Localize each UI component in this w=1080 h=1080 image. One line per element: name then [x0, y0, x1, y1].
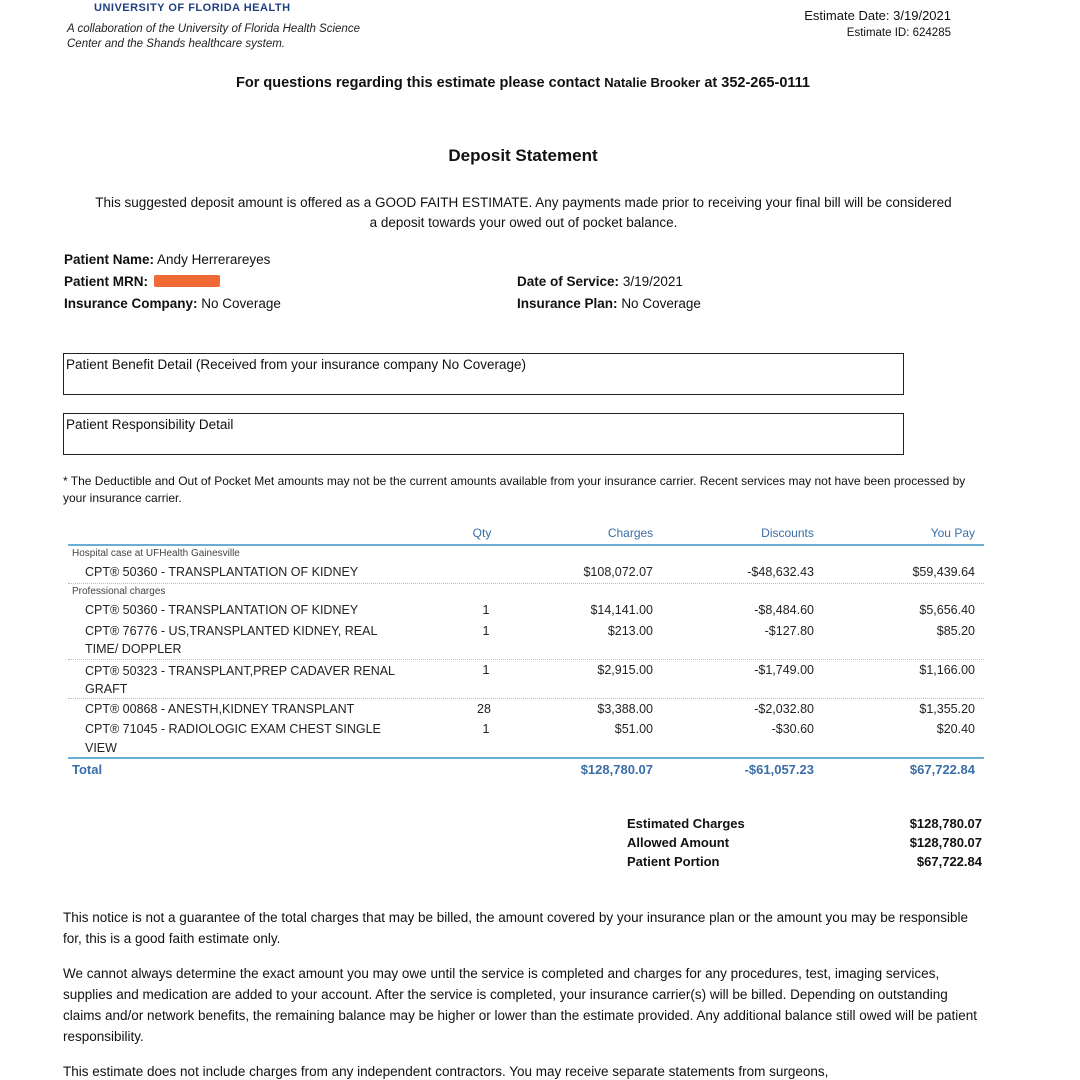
- patient-name-value: Andy Herrerareyes: [157, 252, 271, 267]
- table-row-qty: 28: [477, 702, 491, 716]
- table-row-you-pay: $5,656.40: [919, 603, 975, 617]
- total-label: Total: [72, 762, 103, 777]
- table-header-rule: [68, 544, 984, 546]
- table-row-desc: CPT® 50323 - TRANSPLANT,PREP CADAVER RENAL: [85, 664, 396, 678]
- total-charges: $128,780.07: [580, 762, 653, 777]
- patient-mrn-label: Patient MRN:: [64, 274, 148, 289]
- table-row-charges: $51.00: [614, 722, 653, 736]
- estimated-charges-label: Estimated Charges: [627, 816, 745, 831]
- col-header-qty: Qty: [472, 526, 492, 540]
- responsibility-detail-box: Patient Responsibility Detail: [63, 413, 904, 455]
- table-row-qty: 1: [482, 603, 490, 617]
- hospital-row-desc: CPT® 50360 - TRANSPLANTATION OF KIDNEY: [85, 565, 359, 579]
- benefit-detail-box: Patient Benefit Detail (Received from your insurance company No Coverage): [63, 353, 904, 395]
- professional-section-label: Professional charges: [72, 586, 166, 597]
- contact-line: [0, 75, 1046, 91]
- table-row-qty: 1: [482, 663, 490, 677]
- insurance-company: [64, 296, 281, 311]
- date-of-service-label: Date of Service:: [517, 274, 620, 289]
- table-row-qty: 1: [482, 722, 490, 736]
- col-header-you-pay: You Pay: [930, 526, 975, 540]
- table-row-desc-cont: GRAFT: [85, 682, 128, 696]
- total-rule: [68, 757, 984, 759]
- date-of-service: [517, 274, 683, 289]
- table-row-desc-cont: TIME/ DOPPLER: [85, 642, 182, 656]
- insurance-company-value: No Coverage: [201, 296, 281, 311]
- contact-prefix: For questions regarding this estimate please contact: [236, 75, 601, 91]
- table-row-discounts: -$30.60: [771, 722, 814, 736]
- hospital-section-label: Hospital case at UFHealth Gainesville: [72, 548, 240, 559]
- table-row-discounts: -$2,032.80: [754, 702, 814, 716]
- date-of-service-value: 3/19/2021: [622, 274, 683, 289]
- estimate-id-value: 624285: [912, 27, 951, 39]
- disclaimer-paragraph-1: This notice is not a guarantee of the total charges that may be billed, the amount covered by your insurance plan or the amount you may be responsible for, this is a good faith estimate only.: [63, 910, 969, 946]
- row-divider: [68, 698, 984, 699]
- hospital-row-charges: $108,072.07: [583, 565, 653, 579]
- patient-portion-value: $67,722.84: [916, 854, 982, 869]
- total-discounts: -$61,057.23: [744, 762, 814, 777]
- col-header-charges: Charges: [607, 526, 654, 540]
- table-row-charges: $3,388.00: [597, 702, 653, 716]
- table-row-charges: $2,915.00: [597, 663, 653, 677]
- table-row-discounts: -$127.80: [764, 624, 814, 638]
- table-row-desc-cont: VIEW: [85, 741, 117, 755]
- allowed-amount-value: $128,780.07: [909, 835, 982, 850]
- patient-name-label: Patient Name:: [64, 252, 155, 267]
- table-row-you-pay: $1,355.20: [919, 702, 975, 716]
- table-row-charges: $213.00: [607, 624, 653, 638]
- hospital-row-you-pay: $59,439.64: [912, 565, 975, 579]
- table-row-discounts: -$8,484.60: [754, 603, 814, 617]
- patient-name: [64, 252, 270, 267]
- mrn-redaction: [154, 275, 220, 287]
- estimate-date-label: Estimate Date:: [804, 8, 890, 23]
- row-divider: [68, 659, 984, 660]
- table-row-charges: $14,141.00: [590, 603, 653, 617]
- hospital-row-discounts: -$48,632.43: [747, 565, 814, 579]
- intro-text: This suggested deposit amount is offered as a GOOD FAITH ESTIMATE. Any payments made prior to receiving your final bill will be considered a deposit towards your owed out of pocket balance.: [95, 195, 952, 230]
- estimated-charges-value: $128,780.07: [909, 816, 982, 831]
- table-row-desc: CPT® 71045 - RADIOLOGIC EXAM CHEST SINGLE: [85, 722, 381, 736]
- deductible-note: * The Deductible and Out of Pocket Met amounts may not be the current amounts available from your insurance carrier. Recent services may not have been processed by your insurance carrier.: [63, 474, 966, 505]
- patient-portion-label: Patient Portion: [627, 854, 720, 869]
- table-row-desc: CPT® 76776 - US,TRANSPLANTED KIDNEY, REAL: [85, 624, 378, 638]
- insurance-plan: [517, 296, 701, 311]
- estimate-date: [804, 8, 951, 23]
- org-subtitle: A collaboration of the University of Florida Health Science Center and the Shands healthcare system.: [67, 23, 360, 50]
- estimate-id-label: Estimate ID:: [846, 27, 910, 39]
- page-title: Deposit Statement: [448, 146, 598, 165]
- insurance-plan-label: Insurance Plan:: [517, 296, 618, 311]
- row-divider: [68, 583, 984, 584]
- total-you-pay: $67,722.84: [909, 762, 975, 777]
- estimate-date-value: 3/19/2021: [893, 8, 951, 23]
- contact-suffix: at 352-265-0111: [704, 75, 810, 91]
- table-row-you-pay: $20.40: [936, 722, 975, 736]
- insurance-plan-value: No Coverage: [621, 296, 701, 311]
- table-row-qty: 1: [482, 624, 490, 638]
- org-name: UNIVERSITY OF FLORIDA HEALTH: [94, 2, 291, 14]
- contact-name: Natalie Brooker: [604, 75, 701, 90]
- disclaimer-paragraph-2: We cannot always determine the exact amount you may owe until the service is completed and charges for any procedures, test, imaging services, supplies and medication are added to your account. After the service is completed, your insurance carrier(s) will be billed. Depending on outstanding claims and/or network benefits, the remaining balance may be higher or lower than the estimate provided. Any additional balance still owed will be patient responsibility.: [63, 966, 978, 1044]
- allowed-amount-label: Allowed Amount: [627, 835, 730, 850]
- insurance-company-label: Insurance Company:: [64, 296, 198, 311]
- patient-mrn: [64, 274, 220, 289]
- col-header-discounts: Discounts: [761, 526, 814, 540]
- table-row-you-pay: $85.20: [936, 624, 975, 638]
- disclaimer-paragraph-3: This estimate does not include charges from any independent contractors. You may receive separate statements from surgeons,: [63, 1064, 829, 1079]
- table-row-desc: CPT® 50360 - TRANSPLANTATION OF KIDNEY: [85, 603, 359, 617]
- table-row-discounts: -$1,749.00: [754, 663, 814, 677]
- estimate-id: [847, 27, 951, 39]
- table-row-you-pay: $1,166.00: [919, 663, 975, 677]
- table-row-desc: CPT® 00868 - ANESTH,KIDNEY TRANSPLANT: [85, 702, 355, 716]
